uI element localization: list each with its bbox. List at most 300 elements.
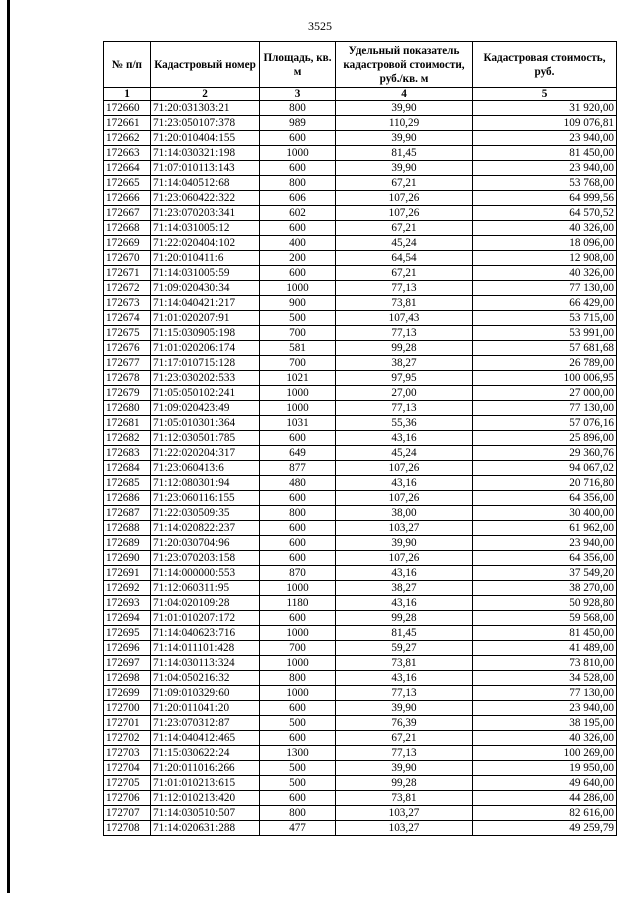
- unit-value-cell: 59,27: [336, 641, 473, 656]
- column-number: 1: [104, 88, 151, 101]
- unit-value-cell: 38,00: [336, 506, 473, 521]
- cadastral-number-cell: 71:20:010411:6: [151, 251, 260, 266]
- table-row: [104, 101, 617, 116]
- cadastral-number-cell: 71:14:011101:428: [151, 641, 260, 656]
- table-row: [104, 716, 617, 731]
- cadastral-number-cell: 71:14:000000:553: [151, 566, 260, 581]
- table-row: [104, 341, 617, 356]
- table-row: [104, 386, 617, 401]
- cadastral-value-cell: 25 896,00: [473, 431, 617, 446]
- row-number-cell: 172695: [104, 626, 151, 641]
- area-cell: 500: [260, 776, 336, 791]
- row-number-cell: 172702: [104, 731, 151, 746]
- unit-value-cell: 67,21: [336, 266, 473, 281]
- row-number-cell: 172696: [104, 641, 151, 656]
- cadastral-value-cell: 81 450,00: [473, 626, 617, 641]
- area-cell: 877: [260, 461, 336, 476]
- cadastral-value-cell: 30 400,00: [473, 506, 617, 521]
- area-cell: 600: [260, 521, 336, 536]
- cadastral-value-cell: 64 356,00: [473, 491, 617, 506]
- table-body: [104, 101, 617, 836]
- row-number-cell: 172707: [104, 806, 151, 821]
- row-number-cell: 172663: [104, 146, 151, 161]
- row-number-cell: 172679: [104, 386, 151, 401]
- cadastral-number-cell: 71:23:030202:533: [151, 371, 260, 386]
- cadastral-number-cell: 71:09:020423:49: [151, 401, 260, 416]
- row-number-cell: 172705: [104, 776, 151, 791]
- row-number-cell: 172677: [104, 356, 151, 371]
- table-row: [104, 821, 617, 836]
- cadastral-value-cell: 61 962,00: [473, 521, 617, 536]
- table-row: [104, 521, 617, 536]
- column-number: 3: [260, 88, 336, 101]
- row-number-cell: 172665: [104, 176, 151, 191]
- area-cell: 600: [260, 131, 336, 146]
- table-row: [104, 536, 617, 551]
- cadastral-number-cell: 71:12:010213:420: [151, 791, 260, 806]
- area-cell: 600: [260, 791, 336, 806]
- row-number-cell: 172670: [104, 251, 151, 266]
- table-row: [104, 671, 617, 686]
- cadastral-number-cell: 71:14:030113:324: [151, 656, 260, 671]
- row-number-cell: 172664: [104, 161, 151, 176]
- area-cell: 1000: [260, 281, 336, 296]
- unit-value-cell: 76,39: [336, 716, 473, 731]
- area-cell: 600: [260, 611, 336, 626]
- area-cell: 1021: [260, 371, 336, 386]
- row-number-cell: 172672: [104, 281, 151, 296]
- cadastral-number-cell: 71:01:010207:172: [151, 611, 260, 626]
- unit-value-cell: 27,00: [336, 386, 473, 401]
- table-row: [104, 761, 617, 776]
- cadastral-value-cell: 94 067,02: [473, 461, 617, 476]
- cadastral-number-cell: 71:04:050216:32: [151, 671, 260, 686]
- row-number-cell: 172698: [104, 671, 151, 686]
- table-row: [104, 431, 617, 446]
- cadastral-number-cell: 71:01:010213:615: [151, 776, 260, 791]
- table-row: [104, 251, 617, 266]
- table-row: [104, 296, 617, 311]
- cadastral-value-cell: 27 000,00: [473, 386, 617, 401]
- cadastral-value-cell: 49 640,00: [473, 776, 617, 791]
- area-cell: 1031: [260, 416, 336, 431]
- table-row: [104, 746, 617, 761]
- cadastral-number-cell: 71:09:010329:60: [151, 686, 260, 701]
- cadastral-number-cell: 71:22:020404:102: [151, 236, 260, 251]
- unit-value-cell: 77,13: [336, 326, 473, 341]
- cadastral-number-cell: 71:01:020206:174: [151, 341, 260, 356]
- cadastral-value-cell: 66 429,00: [473, 296, 617, 311]
- unit-value-cell: 81,45: [336, 626, 473, 641]
- unit-value-cell: 43,16: [336, 431, 473, 446]
- table-row: [104, 116, 617, 131]
- header-area: Площадь, кв. м: [260, 42, 336, 88]
- unit-value-cell: 77,13: [336, 401, 473, 416]
- area-cell: 870: [260, 566, 336, 581]
- cadastral-number-cell: 71:12:080301:94: [151, 476, 260, 491]
- header-cadastral-number: Кадастровый номер: [151, 42, 260, 88]
- unit-value-cell: 81,45: [336, 146, 473, 161]
- area-cell: 800: [260, 671, 336, 686]
- unit-value-cell: 73,81: [336, 296, 473, 311]
- cadastral-value-cell: 19 950,00: [473, 761, 617, 776]
- unit-value-cell: 77,13: [336, 281, 473, 296]
- unit-value-cell: 99,28: [336, 776, 473, 791]
- unit-value-cell: 45,24: [336, 446, 473, 461]
- cadastral-value-cell: 77 130,00: [473, 686, 617, 701]
- cadastral-value-cell: 40 326,00: [473, 731, 617, 746]
- area-cell: 1300: [260, 746, 336, 761]
- cadastral-value-table: [103, 41, 617, 836]
- table-row: [104, 581, 617, 596]
- area-cell: 700: [260, 641, 336, 656]
- table-row: [104, 506, 617, 521]
- header-unit-value: Удельный показатель кадастровой стоимости, руб./кв. м: [336, 42, 473, 88]
- cadastral-value-cell: 82 616,00: [473, 806, 617, 821]
- cadastral-value-cell: 38 195,00: [473, 716, 617, 731]
- area-cell: 581: [260, 341, 336, 356]
- left-margin-bar: [7, 0, 10, 893]
- cadastral-value-cell: 20 716,80: [473, 476, 617, 491]
- cadastral-value-cell: 23 940,00: [473, 701, 617, 716]
- unit-value-cell: 43,16: [336, 566, 473, 581]
- unit-value-cell: 38,27: [336, 356, 473, 371]
- row-number-cell: 172681: [104, 416, 151, 431]
- row-number-cell: 172684: [104, 461, 151, 476]
- table-row: [104, 446, 617, 461]
- row-number-cell: 172689: [104, 536, 151, 551]
- area-cell: 800: [260, 176, 336, 191]
- cadastral-value-cell: 57 076,16: [473, 416, 617, 431]
- row-number-cell: 172701: [104, 716, 151, 731]
- row-number-cell: 172674: [104, 311, 151, 326]
- row-number-cell: 172666: [104, 191, 151, 206]
- unit-value-cell: 107,26: [336, 491, 473, 506]
- cadastral-value-cell: 34 528,00: [473, 671, 617, 686]
- unit-value-cell: 99,28: [336, 611, 473, 626]
- cadastral-number-cell: 71:17:010715:128: [151, 356, 260, 371]
- area-cell: 480: [260, 476, 336, 491]
- row-number-cell: 172700: [104, 701, 151, 716]
- area-cell: 1000: [260, 656, 336, 671]
- cadastral-number-cell: 71:14:030510:507: [151, 806, 260, 821]
- table-row: [104, 191, 617, 206]
- table-row: [104, 731, 617, 746]
- unit-value-cell: 107,26: [336, 461, 473, 476]
- column-number: 2: [151, 88, 260, 101]
- area-cell: 500: [260, 311, 336, 326]
- cadastral-number-cell: 71:12:060311:95: [151, 581, 260, 596]
- cadastral-value-cell: 40 326,00: [473, 221, 617, 236]
- unit-value-cell: 99,28: [336, 341, 473, 356]
- row-number-cell: 172680: [104, 401, 151, 416]
- cadastral-value-cell: 40 326,00: [473, 266, 617, 281]
- table-row: [104, 371, 617, 386]
- row-number-cell: 172661: [104, 116, 151, 131]
- area-cell: 989: [260, 116, 336, 131]
- unit-value-cell: 39,90: [336, 536, 473, 551]
- area-cell: 600: [260, 491, 336, 506]
- table-row: [104, 221, 617, 236]
- table-header-row: [104, 42, 617, 88]
- unit-value-cell: 110,29: [336, 116, 473, 131]
- cadastral-number-cell: 71:01:020207:91: [151, 311, 260, 326]
- row-number-cell: 172690: [104, 551, 151, 566]
- area-cell: 602: [260, 206, 336, 221]
- row-number-cell: 172694: [104, 611, 151, 626]
- unit-value-cell: 43,16: [336, 476, 473, 491]
- table-row: [104, 326, 617, 341]
- table-row: [104, 776, 617, 791]
- unit-value-cell: 39,90: [336, 101, 473, 116]
- table-row: [104, 266, 617, 281]
- cadastral-value-cell: 53 768,00: [473, 176, 617, 191]
- column-number: 5: [473, 88, 617, 101]
- cadastral-value-cell: 37 549,20: [473, 566, 617, 581]
- row-number-cell: 172686: [104, 491, 151, 506]
- cadastral-number-cell: 71:05:050102:241: [151, 386, 260, 401]
- unit-value-cell: 39,90: [336, 131, 473, 146]
- area-cell: 1000: [260, 386, 336, 401]
- unit-value-cell: 67,21: [336, 176, 473, 191]
- cadastral-number-cell: 71:15:030622:24: [151, 746, 260, 761]
- table-row: [104, 176, 617, 191]
- cadastral-value-cell: 100 006,95: [473, 371, 617, 386]
- row-number-cell: 172692: [104, 581, 151, 596]
- table-row: [104, 791, 617, 806]
- unit-value-cell: 73,81: [336, 656, 473, 671]
- table-row: [104, 641, 617, 656]
- area-cell: 606: [260, 191, 336, 206]
- unit-value-cell: 55,36: [336, 416, 473, 431]
- cadastral-value-cell: 23 940,00: [473, 536, 617, 551]
- cadastral-value-cell: 109 076,81: [473, 116, 617, 131]
- area-cell: 1000: [260, 146, 336, 161]
- cadastral-value-cell: 26 789,00: [473, 356, 617, 371]
- cadastral-number-cell: 71:14:031005:59: [151, 266, 260, 281]
- row-number-cell: 172676: [104, 341, 151, 356]
- cadastral-value-cell: 38 270,00: [473, 581, 617, 596]
- area-cell: 600: [260, 731, 336, 746]
- cadastral-number-cell: 71:23:070203:341: [151, 206, 260, 221]
- unit-value-cell: 39,90: [336, 701, 473, 716]
- row-number-cell: 172669: [104, 236, 151, 251]
- row-number-cell: 172699: [104, 686, 151, 701]
- cadastral-number-cell: 71:20:031303:21: [151, 101, 260, 116]
- table-row: [104, 626, 617, 641]
- area-cell: 700: [260, 356, 336, 371]
- area-cell: 600: [260, 551, 336, 566]
- row-number-cell: 172691: [104, 566, 151, 581]
- row-number-cell: 172703: [104, 746, 151, 761]
- table-row: [104, 161, 617, 176]
- table-row: [104, 131, 617, 146]
- cadastral-number-cell: 71:23:070312:87: [151, 716, 260, 731]
- unit-value-cell: 107,26: [336, 191, 473, 206]
- cadastral-number-cell: 71:20:010404:155: [151, 131, 260, 146]
- unit-value-cell: 43,16: [336, 671, 473, 686]
- area-cell: 600: [260, 161, 336, 176]
- row-number-cell: 172708: [104, 821, 151, 836]
- area-cell: 500: [260, 716, 336, 731]
- row-number-cell: 172667: [104, 206, 151, 221]
- cadastral-value-cell: 77 130,00: [473, 401, 617, 416]
- area-cell: 477: [260, 821, 336, 836]
- table-row: [104, 596, 617, 611]
- cadastral-value-cell: 23 940,00: [473, 161, 617, 176]
- unit-value-cell: 39,90: [336, 761, 473, 776]
- unit-value-cell: 43,16: [336, 596, 473, 611]
- area-cell: 649: [260, 446, 336, 461]
- cadastral-value-cell: 64 999,56: [473, 191, 617, 206]
- row-number-cell: 172668: [104, 221, 151, 236]
- unit-value-cell: 97,95: [336, 371, 473, 386]
- area-cell: 600: [260, 266, 336, 281]
- table-row: [104, 566, 617, 581]
- row-number-cell: 172662: [104, 131, 151, 146]
- cadastral-number-cell: 71:15:030905:198: [151, 326, 260, 341]
- table-row: [104, 311, 617, 326]
- cadastral-number-cell: 71:23:070203:158: [151, 551, 260, 566]
- area-cell: 800: [260, 101, 336, 116]
- area-cell: 1180: [260, 596, 336, 611]
- cadastral-value-cell: 77 130,00: [473, 281, 617, 296]
- area-cell: 700: [260, 326, 336, 341]
- unit-value-cell: 38,27: [336, 581, 473, 596]
- page-number: 3525: [308, 19, 332, 33]
- row-number-cell: 172693: [104, 596, 151, 611]
- area-cell: 200: [260, 251, 336, 266]
- unit-value-cell: 67,21: [336, 221, 473, 236]
- cadastral-value-cell: 64 356,00: [473, 551, 617, 566]
- unit-value-cell: 39,90: [336, 161, 473, 176]
- row-number-cell: 172685: [104, 476, 151, 491]
- cadastral-number-cell: 71:23:050107:378: [151, 116, 260, 131]
- area-cell: 600: [260, 701, 336, 716]
- table-row: [104, 701, 617, 716]
- cadastral-number-cell: 71:20:011016:266: [151, 761, 260, 776]
- row-number-cell: 172673: [104, 296, 151, 311]
- row-number-cell: 172688: [104, 521, 151, 536]
- row-number-cell: 172706: [104, 791, 151, 806]
- cadastral-number-cell: 71:04:020109:28: [151, 596, 260, 611]
- area-cell: 800: [260, 506, 336, 521]
- cadastral-value-cell: 73 810,00: [473, 656, 617, 671]
- row-number-cell: 172678: [104, 371, 151, 386]
- header-cadastral-value: Кадастровая стоимость, руб.: [473, 42, 617, 88]
- table-row: [104, 476, 617, 491]
- unit-value-cell: 73,81: [336, 791, 473, 806]
- unit-value-cell: 77,13: [336, 746, 473, 761]
- table-row: [104, 611, 617, 626]
- cadastral-number-cell: 71:22:030509:35: [151, 506, 260, 521]
- row-number-cell: 172683: [104, 446, 151, 461]
- area-cell: 500: [260, 761, 336, 776]
- area-cell: 1000: [260, 581, 336, 596]
- unit-value-cell: 64,54: [336, 251, 473, 266]
- table-row: [104, 686, 617, 701]
- table-row: [104, 461, 617, 476]
- cadastral-number-cell: 71:05:010301:364: [151, 416, 260, 431]
- row-number-cell: 172704: [104, 761, 151, 776]
- table-row: [104, 491, 617, 506]
- table-row: [104, 281, 617, 296]
- cadastral-number-cell: 71:14:031005:12: [151, 221, 260, 236]
- cadastral-number-cell: 71:23:060413:6: [151, 461, 260, 476]
- header-row-number: № п/п: [104, 42, 151, 88]
- cadastral-value-cell: 29 360,76: [473, 446, 617, 461]
- area-cell: 1000: [260, 626, 336, 641]
- cadastral-value-cell: 50 928,80: [473, 596, 617, 611]
- table-row: [104, 206, 617, 221]
- table-row: [104, 401, 617, 416]
- cadastral-value-cell: 49 259,79: [473, 821, 617, 836]
- cadastral-value-cell: 100 269,00: [473, 746, 617, 761]
- row-number-cell: 172671: [104, 266, 151, 281]
- unit-value-cell: 103,27: [336, 521, 473, 536]
- area-cell: 1000: [260, 686, 336, 701]
- table-row: [104, 806, 617, 821]
- unit-value-cell: 67,21: [336, 731, 473, 746]
- row-number-cell: 172697: [104, 656, 151, 671]
- cadastral-number-cell: 71:23:060422:322: [151, 191, 260, 206]
- unit-value-cell: 45,24: [336, 236, 473, 251]
- cadastral-number-cell: 71:23:060116:155: [151, 491, 260, 506]
- unit-value-cell: 107,26: [336, 206, 473, 221]
- row-number-cell: 172675: [104, 326, 151, 341]
- unit-value-cell: 103,27: [336, 806, 473, 821]
- unit-value-cell: 107,43: [336, 311, 473, 326]
- table-row: [104, 146, 617, 161]
- table-row: [104, 656, 617, 671]
- cadastral-number-cell: 71:22:020204:317: [151, 446, 260, 461]
- table-row: [104, 551, 617, 566]
- cadastral-number-cell: 71:14:020822:237: [151, 521, 260, 536]
- table-row: [104, 236, 617, 251]
- cadastral-value-cell: 12 908,00: [473, 251, 617, 266]
- area-cell: 600: [260, 536, 336, 551]
- column-number-row: [104, 88, 617, 101]
- cadastral-value-cell: 57 681,68: [473, 341, 617, 356]
- cadastral-value-cell: 41 489,00: [473, 641, 617, 656]
- cadastral-number-cell: 71:07:010113:143: [151, 161, 260, 176]
- column-number: 4: [336, 88, 473, 101]
- area-cell: 800: [260, 806, 336, 821]
- cadastral-number-cell: 71:14:040623:716: [151, 626, 260, 641]
- cadastral-number-cell: 71:14:040421:217: [151, 296, 260, 311]
- cadastral-value-cell: 59 568,00: [473, 611, 617, 626]
- cadastral-number-cell: 71:20:011041:20: [151, 701, 260, 716]
- cadastral-value-cell: 18 096,00: [473, 236, 617, 251]
- cadastral-value-cell: 53 715,00: [473, 311, 617, 326]
- row-number-cell: 172682: [104, 431, 151, 446]
- cadastral-value-cell: 81 450,00: [473, 146, 617, 161]
- cadastral-number-cell: 71:14:040412:465: [151, 731, 260, 746]
- table-row: [104, 356, 617, 371]
- row-number-cell: 172660: [104, 101, 151, 116]
- area-cell: 400: [260, 236, 336, 251]
- cadastral-value-cell: 53 991,00: [473, 326, 617, 341]
- area-cell: 600: [260, 221, 336, 236]
- area-cell: 1000: [260, 401, 336, 416]
- cadastral-value-cell: 44 286,00: [473, 791, 617, 806]
- cadastral-number-cell: 71:09:020430:34: [151, 281, 260, 296]
- area-cell: 900: [260, 296, 336, 311]
- cadastral-value-cell: 31 920,00: [473, 101, 617, 116]
- cadastral-number-cell: 71:12:030501:785: [151, 431, 260, 446]
- cadastral-number-cell: 71:14:030321:198: [151, 146, 260, 161]
- area-cell: 600: [260, 431, 336, 446]
